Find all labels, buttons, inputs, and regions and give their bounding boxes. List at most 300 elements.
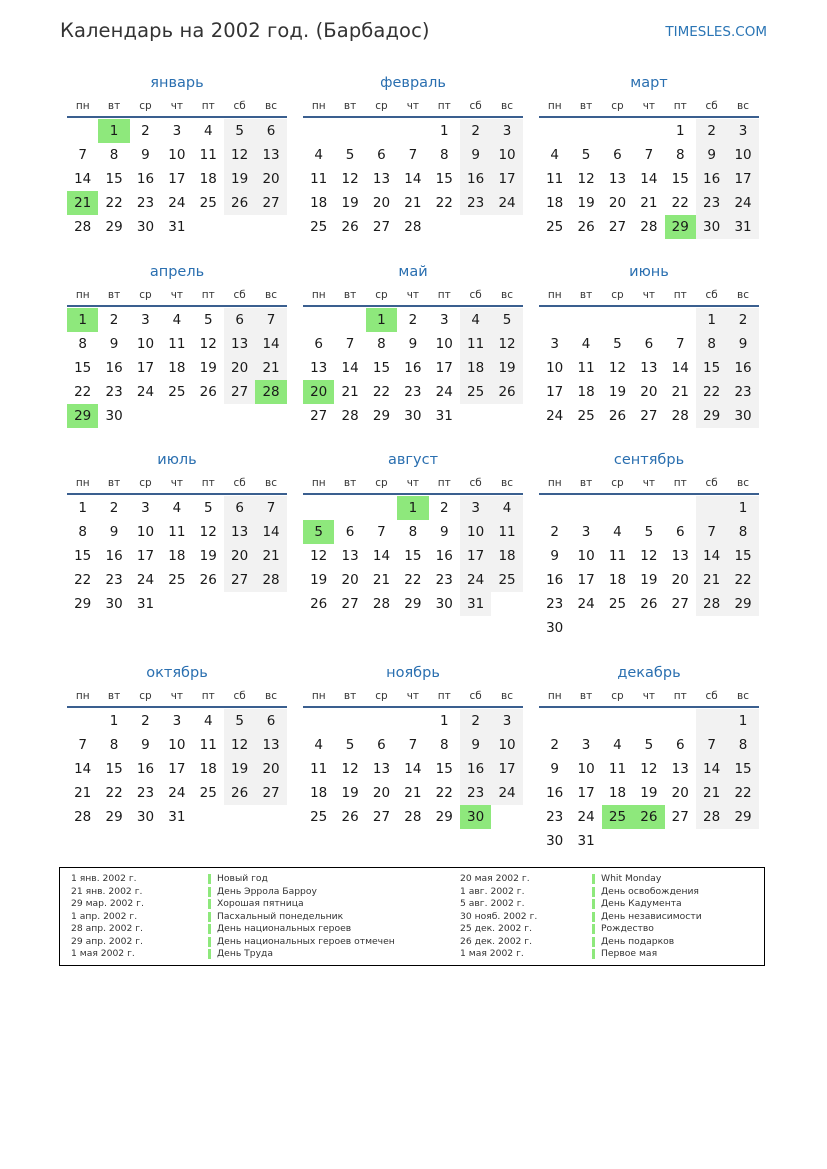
day-cell[interactable]: 5 [224, 709, 255, 733]
day-cell[interactable]: 26 [633, 805, 664, 829]
day-cell[interactable]: 18 [168, 360, 186, 376]
day-cell[interactable]: 13 [224, 520, 255, 544]
day-cell[interactable]: 29 [105, 219, 123, 235]
day-cell[interactable]: 3 [141, 500, 150, 516]
day-cell[interactable]: 28 [255, 568, 286, 592]
day-cell[interactable]: 1 [78, 500, 87, 516]
day-cell[interactable]: 17 [491, 167, 522, 191]
day-cell[interactable]: 21 [74, 785, 92, 801]
day-cell[interactable]: 14 [671, 360, 689, 376]
day-cell[interactable]: 16 [105, 548, 123, 564]
day-cell[interactable]: 17 [168, 171, 186, 187]
day-cell[interactable]: 22 [671, 195, 689, 211]
day-cell[interactable]: 19 [224, 757, 255, 781]
day-cell[interactable]: 27 [372, 809, 391, 825]
day-cell[interactable]: 29 [727, 592, 758, 616]
day-cell[interactable]: 28 [341, 408, 359, 424]
day-cell[interactable]: 27 [224, 568, 255, 592]
day-cell[interactable]: 15 [105, 171, 123, 187]
day-cell[interactable]: 11 [546, 171, 564, 187]
day-cell[interactable]: 8 [727, 520, 758, 544]
day-cell[interactable]: 21 [696, 568, 727, 592]
day-cell[interactable]: 12 [577, 171, 595, 187]
day-cell[interactable]: 25 [310, 219, 328, 235]
day-cell[interactable]: 2 [141, 123, 150, 139]
day-cell[interactable]: 31 [168, 219, 186, 235]
day-cell[interactable]: 4 [203, 123, 213, 139]
day-cell[interactable]: 6 [613, 147, 622, 163]
day-cell[interactable]: 27 [671, 596, 689, 612]
day-cell[interactable]: 26 [640, 596, 658, 612]
day-cell[interactable]: 27 [341, 596, 359, 612]
day-cell[interactable]: 4 [613, 524, 622, 540]
day-cell[interactable]: 29 [665, 215, 696, 239]
day-cell[interactable]: 16 [727, 356, 758, 380]
day-cell[interactable]: 5 [613, 336, 622, 352]
day-cell[interactable]: 17 [577, 572, 595, 588]
day-cell[interactable]: 21 [404, 785, 422, 801]
day-cell[interactable]: 7 [78, 737, 87, 753]
day-cell[interactable]: 22 [727, 781, 758, 805]
day-cell[interactable]: 17 [435, 360, 453, 376]
day-cell[interactable]: 25 [491, 568, 522, 592]
day-cell[interactable]: 25 [168, 384, 186, 400]
day-cell[interactable]: 24 [727, 191, 758, 215]
day-cell[interactable]: 23 [105, 572, 123, 588]
day-cell[interactable]: 24 [136, 384, 155, 400]
day-cell[interactable]: 18 [577, 384, 595, 400]
day-cell[interactable]: 19 [310, 572, 328, 588]
day-cell[interactable]: 16 [105, 360, 123, 376]
day-cell[interactable]: 8 [696, 332, 727, 356]
day-cell[interactable]: 20 [303, 380, 334, 404]
day-cell[interactable]: 30 [727, 404, 758, 428]
day-cell[interactable]: 26 [577, 219, 595, 235]
day-cell[interactable]: 9 [109, 336, 119, 352]
day-cell[interactable]: 29 [404, 596, 422, 612]
day-cell[interactable]: 8 [78, 336, 87, 352]
day-cell[interactable]: 7 [255, 308, 286, 332]
day-cell[interactable]: 22 [435, 785, 453, 801]
day-cell[interactable]: 15 [435, 171, 453, 187]
day-cell[interactable]: 11 [460, 332, 491, 356]
day-cell[interactable]: 6 [224, 496, 255, 520]
day-cell[interactable]: 3 [491, 119, 522, 143]
day-cell[interactable]: 6 [377, 737, 386, 753]
day-cell[interactable]: 7 [696, 733, 727, 757]
day-cell[interactable]: 10 [727, 143, 758, 167]
day-cell[interactable]: 30 [546, 620, 564, 636]
day-cell[interactable]: 30 [136, 219, 155, 235]
day-cell[interactable]: 6 [224, 308, 255, 332]
day-cell[interactable]: 29 [696, 404, 727, 428]
day-cell[interactable]: 7 [644, 147, 654, 163]
day-cell[interactable]: 11 [168, 336, 186, 352]
day-cell[interactable]: 20 [671, 785, 689, 801]
day-cell[interactable]: 15 [727, 757, 758, 781]
day-cell[interactable]: 26 [310, 596, 328, 612]
day-cell[interactable]: 26 [199, 384, 217, 400]
day-cell[interactable]: 22 [727, 568, 758, 592]
day-cell[interactable]: 13 [608, 171, 627, 187]
day-cell[interactable]: 20 [608, 195, 627, 211]
day-cell[interactable]: 13 [255, 143, 286, 167]
day-cell[interactable]: 28 [640, 219, 658, 235]
day-cell[interactable]: 19 [491, 356, 522, 380]
day-cell[interactable]: 3 [727, 119, 758, 143]
day-cell[interactable]: 14 [341, 360, 359, 376]
day-cell[interactable]: 26 [199, 572, 217, 588]
day-cell[interactable]: 31 [136, 596, 155, 612]
day-cell[interactable]: 22 [435, 195, 453, 211]
day-cell[interactable]: 5 [644, 524, 654, 540]
day-cell[interactable]: 10 [136, 524, 155, 540]
day-cell[interactable]: 11 [168, 524, 186, 540]
day-cell[interactable]: 20 [224, 356, 255, 380]
day-cell[interactable]: 21 [696, 781, 727, 805]
day-cell[interactable]: 30 [460, 805, 491, 829]
day-cell[interactable]: 22 [404, 572, 422, 588]
day-cell[interactable]: 2 [439, 500, 449, 516]
day-cell[interactable]: 14 [696, 757, 727, 781]
day-cell[interactable]: 9 [550, 761, 559, 777]
day-cell[interactable]: 3 [581, 737, 591, 753]
day-cell[interactable]: 15 [404, 548, 422, 564]
day-cell[interactable]: 12 [224, 143, 255, 167]
day-cell[interactable]: 1 [696, 308, 727, 332]
day-cell[interactable]: 4 [581, 336, 591, 352]
day-cell[interactable]: 22 [74, 384, 92, 400]
day-cell[interactable]: 13 [372, 761, 391, 777]
day-cell[interactable]: 9 [141, 737, 150, 753]
day-cell[interactable]: 21 [640, 195, 658, 211]
day-cell[interactable]: 3 [550, 336, 559, 352]
day-cell[interactable]: 5 [345, 147, 355, 163]
day-cell[interactable]: 28 [255, 380, 286, 404]
day-cell[interactable]: 23 [546, 809, 564, 825]
day-cell[interactable]: 25 [310, 809, 328, 825]
day-cell[interactable]: 28 [74, 809, 92, 825]
day-cell[interactable]: 13 [671, 548, 689, 564]
day-cell[interactable]: 17 [136, 548, 155, 564]
day-cell[interactable]: 31 [168, 809, 186, 825]
day-cell[interactable]: 30 [105, 408, 123, 424]
day-cell[interactable]: 27 [255, 191, 286, 215]
day-cell[interactable]: 29 [67, 404, 98, 428]
day-cell[interactable]: 21 [404, 195, 422, 211]
day-cell[interactable]: 23 [727, 380, 758, 404]
day-cell[interactable]: 17 [727, 167, 758, 191]
day-cell[interactable]: 22 [696, 380, 727, 404]
day-cell[interactable]: 11 [577, 360, 595, 376]
day-cell[interactable]: 12 [341, 761, 359, 777]
day-cell[interactable]: 12 [341, 171, 359, 187]
day-cell[interactable]: 17 [168, 761, 186, 777]
day-cell[interactable]: 7 [675, 336, 685, 352]
day-cell[interactable]: 12 [640, 761, 658, 777]
day-cell[interactable]: 1 [727, 709, 758, 733]
day-cell[interactable]: 5 [224, 119, 255, 143]
day-cell[interactable]: 21 [341, 384, 359, 400]
day-cell[interactable]: 13 [341, 548, 359, 564]
day-cell[interactable]: 29 [74, 596, 92, 612]
day-cell[interactable]: 1 [439, 713, 449, 729]
day-cell[interactable]: 2 [460, 119, 491, 143]
day-cell[interactable]: 17 [577, 785, 595, 801]
day-cell[interactable]: 4 [613, 737, 622, 753]
day-cell[interactable]: 30 [105, 596, 123, 612]
day-cell[interactable]: 31 [435, 408, 453, 424]
day-cell[interactable]: 14 [372, 548, 391, 564]
day-cell[interactable]: 26 [491, 380, 522, 404]
day-cell[interactable]: 1 [727, 496, 758, 520]
day-cell[interactable]: 20 [341, 572, 359, 588]
day-cell[interactable]: 14 [640, 171, 658, 187]
day-cell[interactable]: 29 [105, 809, 123, 825]
day-cell[interactable]: 25 [199, 195, 217, 211]
day-cell[interactable]: 18 [460, 356, 491, 380]
day-cell[interactable]: 5 [491, 308, 522, 332]
day-cell[interactable]: 18 [491, 544, 522, 568]
site-link[interactable]: TIMESLES.COM [665, 24, 767, 40]
day-cell[interactable]: 8 [109, 737, 119, 753]
day-cell[interactable]: 10 [136, 336, 155, 352]
day-cell[interactable]: 30 [435, 596, 453, 612]
day-cell[interactable]: 21 [372, 572, 391, 588]
day-cell[interactable]: 16 [435, 548, 453, 564]
day-cell[interactable]: 5 [644, 737, 654, 753]
day-cell[interactable]: 1 [675, 123, 685, 139]
day-cell[interactable]: 1 [98, 119, 129, 143]
day-cell[interactable]: 27 [224, 380, 255, 404]
day-cell[interactable]: 4 [314, 737, 323, 753]
day-cell[interactable]: 14 [74, 171, 92, 187]
day-cell[interactable]: 9 [460, 733, 491, 757]
day-cell[interactable]: 20 [255, 757, 286, 781]
day-cell[interactable]: 28 [74, 219, 92, 235]
day-cell[interactable]: 4 [550, 147, 559, 163]
day-cell[interactable]: 14 [696, 544, 727, 568]
day-cell[interactable]: 12 [608, 360, 627, 376]
day-cell[interactable]: 22 [105, 195, 123, 211]
day-cell[interactable]: 1 [439, 123, 449, 139]
day-cell[interactable]: 7 [696, 520, 727, 544]
day-cell[interactable]: 25 [608, 596, 627, 612]
day-cell[interactable]: 24 [491, 781, 522, 805]
day-cell[interactable]: 5 [203, 500, 213, 516]
day-cell[interactable]: 24 [491, 191, 522, 215]
day-cell[interactable]: 25 [460, 380, 491, 404]
day-cell[interactable]: 9 [550, 548, 559, 564]
day-cell[interactable]: 13 [255, 733, 286, 757]
day-cell[interactable]: 20 [640, 384, 658, 400]
day-cell[interactable]: 31 [460, 592, 491, 616]
day-cell[interactable]: 8 [727, 733, 758, 757]
day-cell[interactable]: 11 [310, 171, 328, 187]
day-cell[interactable]: 7 [377, 524, 386, 540]
day-cell[interactable]: 31 [727, 215, 758, 239]
day-cell[interactable]: 23 [136, 195, 155, 211]
day-cell[interactable]: 3 [581, 524, 591, 540]
day-cell[interactable]: 6 [314, 336, 323, 352]
day-cell[interactable]: 3 [439, 312, 449, 328]
day-cell[interactable]: 18 [546, 195, 564, 211]
day-cell[interactable]: 30 [404, 408, 422, 424]
day-cell[interactable]: 2 [727, 308, 758, 332]
day-cell[interactable]: 17 [136, 360, 155, 376]
day-cell[interactable]: 6 [675, 737, 685, 753]
day-cell[interactable]: 1 [366, 308, 397, 332]
day-cell[interactable]: 2 [109, 500, 119, 516]
day-cell[interactable]: 16 [404, 360, 422, 376]
day-cell[interactable]: 8 [377, 336, 386, 352]
day-cell[interactable]: 9 [727, 332, 758, 356]
day-cell[interactable]: 31 [577, 833, 595, 849]
day-cell[interactable]: 21 [67, 191, 98, 215]
day-cell[interactable]: 14 [404, 171, 422, 187]
day-cell[interactable]: 3 [141, 312, 150, 328]
day-cell[interactable]: 15 [372, 360, 391, 376]
day-cell[interactable]: 27 [255, 781, 286, 805]
day-cell[interactable]: 8 [439, 147, 449, 163]
day-cell[interactable]: 21 [255, 356, 286, 380]
day-cell[interactable]: 15 [74, 360, 92, 376]
day-cell[interactable]: 18 [608, 572, 627, 588]
day-cell[interactable]: 5 [303, 520, 334, 544]
day-cell[interactable]: 1 [67, 308, 98, 332]
day-cell[interactable]: 27 [372, 219, 391, 235]
day-cell[interactable]: 16 [460, 757, 491, 781]
day-cell[interactable]: 16 [546, 785, 564, 801]
day-cell[interactable]: 5 [345, 737, 355, 753]
day-cell[interactable]: 6 [644, 336, 654, 352]
day-cell[interactable]: 29 [435, 809, 453, 825]
day-cell[interactable]: 23 [404, 384, 422, 400]
day-cell[interactable]: 15 [727, 544, 758, 568]
day-cell[interactable]: 4 [460, 308, 491, 332]
day-cell[interactable]: 16 [546, 572, 564, 588]
day-cell[interactable]: 15 [105, 761, 123, 777]
day-cell[interactable]: 7 [408, 737, 418, 753]
day-cell[interactable]: 6 [377, 147, 386, 163]
day-cell[interactable]: 27 [310, 408, 328, 424]
day-cell[interactable]: 26 [224, 191, 255, 215]
day-cell[interactable]: 12 [199, 524, 217, 540]
day-cell[interactable]: 8 [439, 737, 449, 753]
day-cell[interactable]: 28 [404, 809, 422, 825]
day-cell[interactable]: 23 [546, 596, 564, 612]
day-cell[interactable]: 14 [255, 332, 286, 356]
day-cell[interactable]: 23 [460, 191, 491, 215]
day-cell[interactable]: 5 [581, 147, 591, 163]
day-cell[interactable]: 30 [696, 215, 727, 239]
day-cell[interactable]: 27 [608, 219, 627, 235]
day-cell[interactable]: 11 [491, 520, 522, 544]
day-cell[interactable]: 12 [491, 332, 522, 356]
day-cell[interactable]: 20 [255, 167, 286, 191]
day-cell[interactable]: 22 [105, 785, 123, 801]
day-cell[interactable]: 6 [255, 119, 286, 143]
day-cell[interactable]: 9 [109, 524, 119, 540]
day-cell[interactable]: 12 [224, 733, 255, 757]
day-cell[interactable]: 9 [439, 524, 449, 540]
day-cell[interactable]: 11 [310, 761, 328, 777]
day-cell[interactable]: 7 [255, 496, 286, 520]
day-cell[interactable]: 11 [199, 147, 217, 163]
day-cell[interactable]: 10 [168, 737, 186, 753]
day-cell[interactable]: 5 [203, 312, 213, 328]
day-cell[interactable]: 20 [372, 785, 391, 801]
day-cell[interactable]: 1 [397, 496, 428, 520]
day-cell[interactable]: 22 [372, 384, 391, 400]
day-cell[interactable]: 29 [372, 408, 391, 424]
day-cell[interactable]: 7 [408, 147, 418, 163]
day-cell[interactable]: 23 [696, 191, 727, 215]
day-cell[interactable]: 15 [74, 548, 92, 564]
day-cell[interactable]: 26 [608, 408, 627, 424]
day-cell[interactable]: 27 [671, 809, 689, 825]
day-cell[interactable]: 18 [310, 785, 328, 801]
day-cell[interactable]: 12 [310, 548, 328, 564]
day-cell[interactable]: 25 [199, 785, 217, 801]
day-cell[interactable]: 10 [168, 147, 186, 163]
day-cell[interactable]: 2 [550, 737, 559, 753]
day-cell[interactable]: 16 [136, 761, 155, 777]
day-cell[interactable]: 26 [341, 809, 359, 825]
day-cell[interactable]: 28 [671, 408, 689, 424]
day-cell[interactable]: 30 [136, 809, 155, 825]
day-cell[interactable]: 23 [136, 785, 155, 801]
day-cell[interactable]: 17 [546, 384, 564, 400]
day-cell[interactable]: 16 [696, 167, 727, 191]
day-cell[interactable]: 24 [460, 568, 491, 592]
day-cell[interactable]: 24 [168, 785, 186, 801]
day-cell[interactable]: 23 [460, 781, 491, 805]
day-cell[interactable]: 9 [141, 147, 150, 163]
day-cell[interactable]: 10 [460, 520, 491, 544]
day-cell[interactable]: 11 [608, 548, 627, 564]
day-cell[interactable]: 6 [345, 524, 355, 540]
day-cell[interactable]: 15 [671, 171, 689, 187]
day-cell[interactable]: 15 [696, 356, 727, 380]
day-cell[interactable]: 24 [546, 408, 564, 424]
day-cell[interactable]: 26 [341, 219, 359, 235]
day-cell[interactable]: 24 [577, 809, 595, 825]
day-cell[interactable]: 7 [78, 147, 87, 163]
day-cell[interactable]: 21 [255, 544, 286, 568]
day-cell[interactable]: 23 [105, 384, 123, 400]
day-cell[interactable]: 19 [199, 360, 217, 376]
day-cell[interactable]: 2 [408, 312, 418, 328]
day-cell[interactable]: 10 [435, 336, 453, 352]
day-cell[interactable]: 11 [608, 761, 627, 777]
day-cell[interactable]: 18 [199, 761, 217, 777]
day-cell[interactable]: 17 [460, 544, 491, 568]
day-cell[interactable]: 9 [696, 143, 727, 167]
day-cell[interactable]: 8 [675, 147, 685, 163]
day-cell[interactable]: 10 [491, 143, 522, 167]
day-cell[interactable]: 13 [372, 171, 391, 187]
day-cell[interactable]: 19 [199, 548, 217, 564]
day-cell[interactable]: 25 [602, 805, 633, 829]
day-cell[interactable]: 3 [491, 709, 522, 733]
day-cell[interactable]: 4 [172, 500, 182, 516]
day-cell[interactable]: 10 [491, 733, 522, 757]
day-cell[interactable]: 30 [546, 833, 564, 849]
day-cell[interactable]: 10 [577, 548, 595, 564]
day-cell[interactable]: 12 [199, 336, 217, 352]
day-cell[interactable]: 25 [546, 219, 564, 235]
